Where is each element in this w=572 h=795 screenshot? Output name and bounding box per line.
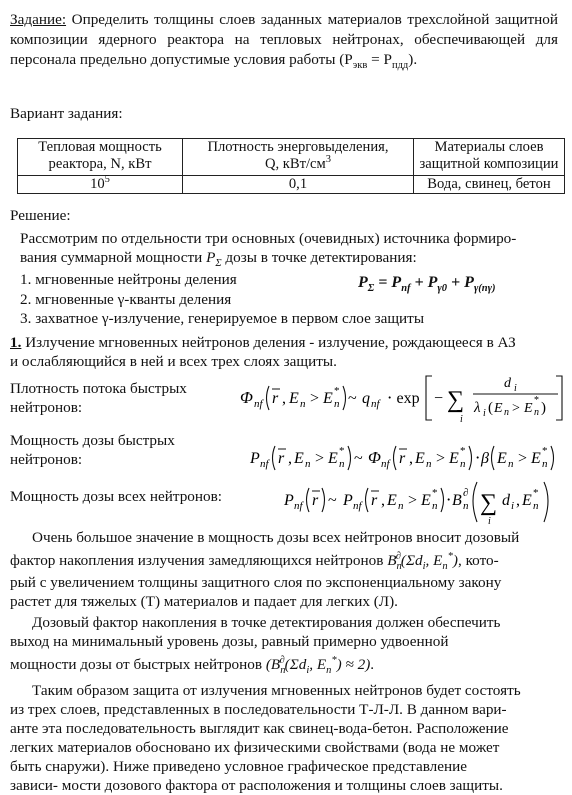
svg-text:P: P bbox=[284, 492, 294, 509]
cell-sup: 5 bbox=[104, 174, 110, 186]
svg-text:n: n bbox=[432, 500, 438, 512]
svg-text:,: , bbox=[409, 450, 413, 467]
svg-text:∂: ∂ bbox=[463, 487, 469, 499]
def-label-line: нейтронов: bbox=[10, 451, 83, 468]
section-number: 1. bbox=[10, 334, 22, 351]
svg-text:nf: nf bbox=[260, 458, 269, 470]
sum-formula: $P_\Sigma = P_{nf} + P_{\gamma 0} + P_{\gamma(n\gamma)}$ bbox=[358, 274, 496, 295]
section-1-intro bbox=[10, 333, 558, 371]
svg-text:E: E bbox=[289, 390, 299, 407]
paragraph-line: анте эта последовательность выглядит как свинец-вода-бетон. Расположение bbox=[10, 720, 509, 737]
svg-text:>: > bbox=[518, 450, 528, 467]
svg-text:*: * bbox=[334, 385, 340, 397]
header-cell-text: защитной композиции bbox=[419, 156, 559, 172]
list-item: 3. захватное γ-излучение, генерируемое в первом слое защиты bbox=[20, 310, 425, 327]
paragraph-line: растет для тяжелых (Т) материалов и падает для легких (Л). bbox=[10, 593, 398, 610]
intro-sub: Σ bbox=[215, 258, 222, 270]
svg-text:*: * bbox=[460, 445, 466, 457]
svg-text:*: * bbox=[339, 445, 345, 457]
paragraph-line: . bbox=[370, 656, 375, 673]
paragraph-conclusion bbox=[10, 681, 558, 795]
svg-text:~: ~ bbox=[328, 492, 337, 509]
svg-text:E: E bbox=[449, 450, 459, 467]
svg-text:n: n bbox=[339, 458, 345, 470]
svg-text:Φ: Φ bbox=[240, 388, 253, 407]
svg-text:E: E bbox=[294, 450, 304, 467]
intro-line: дозы в точке детектирования: bbox=[221, 249, 417, 266]
svg-text:B: B bbox=[452, 492, 462, 509]
def-label-line: нейтронов: bbox=[10, 399, 83, 416]
svg-text:E: E bbox=[494, 401, 503, 416]
paragraph-line: фактор накопления излучения замедляющихся нейтронов bbox=[10, 552, 388, 569]
svg-text:nf: nf bbox=[381, 458, 390, 470]
svg-text:⋅: ⋅ bbox=[475, 450, 481, 467]
svg-text:i: i bbox=[511, 500, 515, 512]
intro-paragraph bbox=[20, 229, 560, 270]
svg-text:−: − bbox=[434, 390, 444, 407]
task-mid: = Р bbox=[367, 51, 392, 68]
svg-text:n: n bbox=[534, 407, 539, 418]
svg-text:>: > bbox=[436, 450, 446, 467]
section-line: Излучение мгновенных нейтронов деления - излучение, рождающееся в АЗ bbox=[21, 334, 516, 351]
svg-text:Φ: Φ bbox=[368, 448, 381, 467]
svg-text:r: r bbox=[399, 450, 406, 467]
svg-text:n: n bbox=[463, 500, 469, 512]
def-total-dose-label bbox=[10, 487, 255, 506]
svg-text:~: ~ bbox=[348, 390, 357, 407]
paragraph-buildup-factor bbox=[10, 527, 558, 611]
table-header-row bbox=[18, 139, 565, 176]
task-text: Определить толщины слоев заданных материалов трехслойной защитной композиции ядерного реактора на тепловых нейтронах, обеспечивающей для персонала предельно допустимые условия работы (Р bbox=[10, 11, 558, 68]
header-cell-text: Материалы слоев bbox=[434, 139, 544, 155]
svg-text:n: n bbox=[533, 500, 539, 512]
svg-text:r: r bbox=[371, 492, 378, 509]
paragraph-line: быть снаружи). Ниже приведено условное графическое представление bbox=[10, 758, 468, 775]
table-header-density bbox=[183, 139, 414, 176]
svg-text:r: r bbox=[312, 492, 319, 509]
svg-text:nf: nf bbox=[353, 500, 362, 512]
svg-text:nf: nf bbox=[294, 500, 303, 512]
svg-text:r: r bbox=[272, 390, 279, 407]
svg-text:r: r bbox=[278, 450, 285, 467]
buildup-condition: ($B_n^\partial(\Sigma d_i$, $E_n^*) \approx 2$) bbox=[265, 654, 371, 677]
header-sup: 3 bbox=[325, 154, 332, 166]
svg-text:d: d bbox=[502, 492, 510, 509]
paragraph-line: зависи- мости дозового фактора от расположения и толщины слоев защиты. bbox=[10, 777, 503, 794]
def-label-line: Мощность дозы быстрых bbox=[10, 432, 175, 449]
section-line: и ослабляющийся в ней и всех трех слоях защиты. bbox=[10, 353, 337, 370]
def-label-line: Плотность потока быстрых bbox=[10, 380, 187, 397]
svg-text:,: , bbox=[516, 492, 520, 509]
paragraph-line: выход на минимальный уровень дозы, равный примерно удвоенной bbox=[10, 633, 449, 650]
paragraph-line: , кото- bbox=[457, 552, 499, 569]
svg-text:n: n bbox=[508, 458, 514, 470]
task-sub-pdd: пдд bbox=[391, 60, 409, 72]
buildup-symbol: $B_n^\partial(\Sigma d_i$, $E_n^*$) bbox=[387, 550, 458, 573]
svg-text:i: i bbox=[460, 414, 463, 425]
svg-text:): ) bbox=[541, 400, 546, 416]
svg-text:*: * bbox=[432, 487, 438, 499]
header-cell-text: Плотность энерговыделения, bbox=[207, 139, 389, 155]
svg-text:>: > bbox=[408, 492, 418, 509]
paragraph-detection-point bbox=[10, 613, 558, 679]
svg-text:n: n bbox=[300, 398, 306, 410]
paragraph-line: из трех слоев, представленных в последовательности Т-Л-Л. В данном вари- bbox=[10, 701, 507, 718]
svg-text:~: ~ bbox=[354, 450, 363, 467]
svg-text:i: i bbox=[488, 516, 491, 526]
intro-line: вания суммарной мощности bbox=[20, 249, 207, 266]
table-cell-density: 0,1 bbox=[183, 176, 414, 194]
list-item: 2. мгновенные γ-кванты деления bbox=[20, 290, 232, 308]
def-label-line: Мощность дозы всех нейтронов: bbox=[10, 488, 222, 505]
task-end: ). bbox=[408, 51, 418, 68]
svg-text:E: E bbox=[323, 390, 333, 407]
svg-text:n: n bbox=[305, 458, 311, 470]
def-doserate-label bbox=[10, 431, 250, 469]
svg-text:E: E bbox=[497, 450, 507, 467]
svg-text:n: n bbox=[460, 458, 466, 470]
table-cell-materials: Вода, свинец, бетон bbox=[414, 176, 565, 194]
svg-text:>: > bbox=[512, 401, 520, 416]
svg-text:n: n bbox=[398, 500, 404, 512]
svg-text:n: n bbox=[542, 458, 548, 470]
variant-heading: Вариант задания: bbox=[10, 105, 123, 122]
svg-text:E: E bbox=[328, 450, 338, 467]
paragraph-line: Таким образом защита от излучения мгновенных нейтронов будет состоять bbox=[32, 682, 521, 699]
svg-text:⋅ exp: ⋅ exp bbox=[387, 390, 420, 407]
paragraph-line: рый с увеличением толщины защитного слоя по экспоненциальному закону bbox=[10, 574, 502, 591]
paragraph-line: мощности дозы от быстрых нейтронов bbox=[10, 656, 266, 673]
list-item: 1. мгновенные нейтроны деления bbox=[20, 271, 237, 288]
task-label: Задание: bbox=[10, 11, 67, 28]
svg-text:n: n bbox=[334, 398, 340, 410]
svg-text:E: E bbox=[387, 492, 397, 509]
variant-table bbox=[17, 138, 565, 194]
svg-text:*: * bbox=[534, 395, 539, 406]
svg-text:(: ( bbox=[488, 400, 493, 416]
table-row bbox=[18, 176, 565, 194]
svg-text:E: E bbox=[524, 401, 533, 416]
svg-text:*: * bbox=[533, 487, 539, 499]
svg-text:E: E bbox=[531, 450, 541, 467]
svg-text:n: n bbox=[426, 458, 432, 470]
svg-text:>: > bbox=[315, 450, 325, 467]
intro-line: Рассмотрим по отдельности три основных (очевидных) источника формиро- bbox=[20, 230, 517, 247]
paragraph-line: Очень большое значение в мощность дозы всех нейтронов вносит дозовый bbox=[32, 529, 520, 546]
header-cell-text: Тепловая мощность bbox=[38, 139, 162, 155]
header-cell-text: Q, кВт/см bbox=[264, 156, 326, 172]
intro-symbol: P bbox=[206, 249, 216, 266]
def-flux-label bbox=[10, 379, 250, 417]
svg-text:E: E bbox=[421, 492, 431, 509]
svg-text:E: E bbox=[415, 450, 425, 467]
svg-text:∑: ∑ bbox=[480, 490, 498, 516]
svg-text:>: > bbox=[310, 390, 320, 407]
total-dose-formula bbox=[282, 478, 572, 526]
table-header-power bbox=[18, 139, 183, 176]
svg-text:E: E bbox=[522, 492, 532, 509]
svg-text:λ: λ bbox=[474, 400, 481, 416]
solution-heading: Решение: bbox=[10, 207, 71, 224]
svg-text:i: i bbox=[483, 408, 486, 419]
doserate-formula bbox=[248, 437, 568, 477]
svg-text:n: n bbox=[504, 407, 509, 418]
cell-text: 10 bbox=[90, 176, 105, 192]
svg-text:d: d bbox=[504, 376, 511, 391]
svg-text:⋅: ⋅ bbox=[446, 492, 452, 509]
header-cell-text: реактора, N, кВт bbox=[48, 156, 152, 172]
svg-text:,: , bbox=[282, 390, 286, 407]
svg-text:nf: nf bbox=[371, 398, 380, 410]
table-cell-power bbox=[18, 176, 183, 194]
svg-text:P: P bbox=[250, 450, 260, 467]
svg-text:∑: ∑ bbox=[447, 387, 465, 413]
svg-text:P: P bbox=[343, 492, 353, 509]
svg-text:β: β bbox=[481, 450, 489, 467]
task-sub-ekv: экв bbox=[352, 60, 368, 72]
svg-text:,: , bbox=[381, 492, 385, 509]
svg-text:,: , bbox=[288, 450, 292, 467]
table-header-materials bbox=[414, 139, 565, 176]
svg-text:*: * bbox=[542, 445, 548, 457]
flux-formula bbox=[236, 372, 566, 426]
svg-text:q: q bbox=[362, 390, 370, 407]
svg-text:i: i bbox=[514, 383, 517, 394]
paragraph-line: легких материалов обосновано их физическими свойствами (вода не может bbox=[10, 739, 500, 756]
task-statement bbox=[10, 10, 558, 70]
svg-text:nf: nf bbox=[254, 398, 263, 410]
paragraph-line: Дозовый фактор накопления в точке детектирования должен обеспечить bbox=[32, 614, 501, 631]
